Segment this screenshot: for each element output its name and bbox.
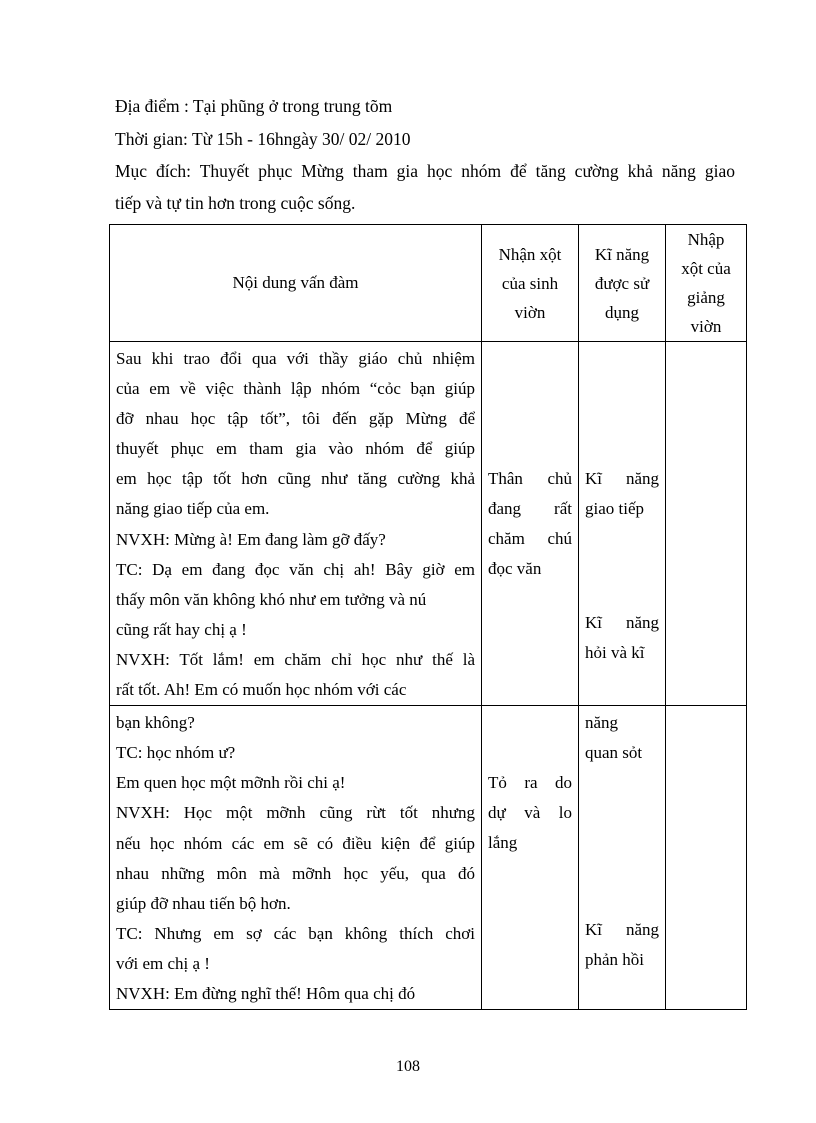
student-comment-cell: Thân chủ đang rất chăm chú đọc văn xyxy=(482,342,579,706)
interview-table xyxy=(109,224,747,1010)
header-lecturer-comment: Nhập xột của giảng viờn xyxy=(666,225,747,342)
purpose-line-1: Mục đích: Thuyết phục Mừng tham gia học nhóm để tăng cường khả năng giao xyxy=(115,161,735,181)
purpose-line-2: tiếp và tự tin hơn trong cuộc sống. xyxy=(115,193,356,213)
time-line: Thời gian: Từ 15h - 16hngày 30/ 02/ 2010 xyxy=(115,129,411,149)
header-student-comment: Nhận xột của sinh viờn xyxy=(482,225,579,342)
lecturer-comment-cell xyxy=(666,342,747,706)
dialogue-cell: bạn không? TC: học nhóm ư? Em quen học một mỡnh rồi chi ạ! NVXH: Học một mỡnh cũng rừt tốt nhưng nếu học nhóm các em sẽ có điều kiện để giúp nhau những môn mà mỡnh học yếu, qua đó giúp đỡ nhau tiến bộ hơn. TC: Nhưng em sợ các bạn không thích chơi với em chị ạ ! NVXH: Em đừng nghĩ thế! Hôm qua chị đó xyxy=(110,706,482,1010)
lecturer-comment-cell xyxy=(666,706,747,1010)
location-line: Địa điểm : Tại phũng ở trong trung tõm xyxy=(115,96,393,116)
table-row xyxy=(110,706,747,1010)
page-number: 108 xyxy=(396,1058,420,1075)
header-content: Nội dung vấn đàm xyxy=(110,225,482,342)
table-row xyxy=(110,342,747,706)
skills-cell: năng quan sỏt Kĩ năng phản hồi xyxy=(579,706,666,1010)
student-comment-cell: Tỏ ra do dự và lo lắng xyxy=(482,706,579,1010)
skills-cell: Kĩ năng giao tiếp Kĩ năng hỏi và kĩ xyxy=(579,342,666,706)
header-skills: Kĩ năng được sử dụng xyxy=(579,225,666,342)
dialogue-cell: Sau khi trao đổi qua với thầy giáo chủ nhiệm của em về việc thành lập nhóm “cỏc bạn giúp đỡ nhau học tập tốt”, tôi đến gặp Mừng để thuyết phục em tham gia vào nhóm để giúp em học tập tốt hơn cũng như tăng cường khả năng giao tiếp của em. NVXH: Mừng à! Em đang làm gỡ đấy? TC: Dạ em đang đọc văn chị ah! Bây giờ em thấy môn văn không khó như em tưởng và nú cũng rất hay chị ạ ! NVXH: Tốt lắm! em chăm chỉ học như thế là rất tốt. Ah! Em có muốn học nhóm với các xyxy=(110,342,482,706)
header-row xyxy=(110,225,747,342)
